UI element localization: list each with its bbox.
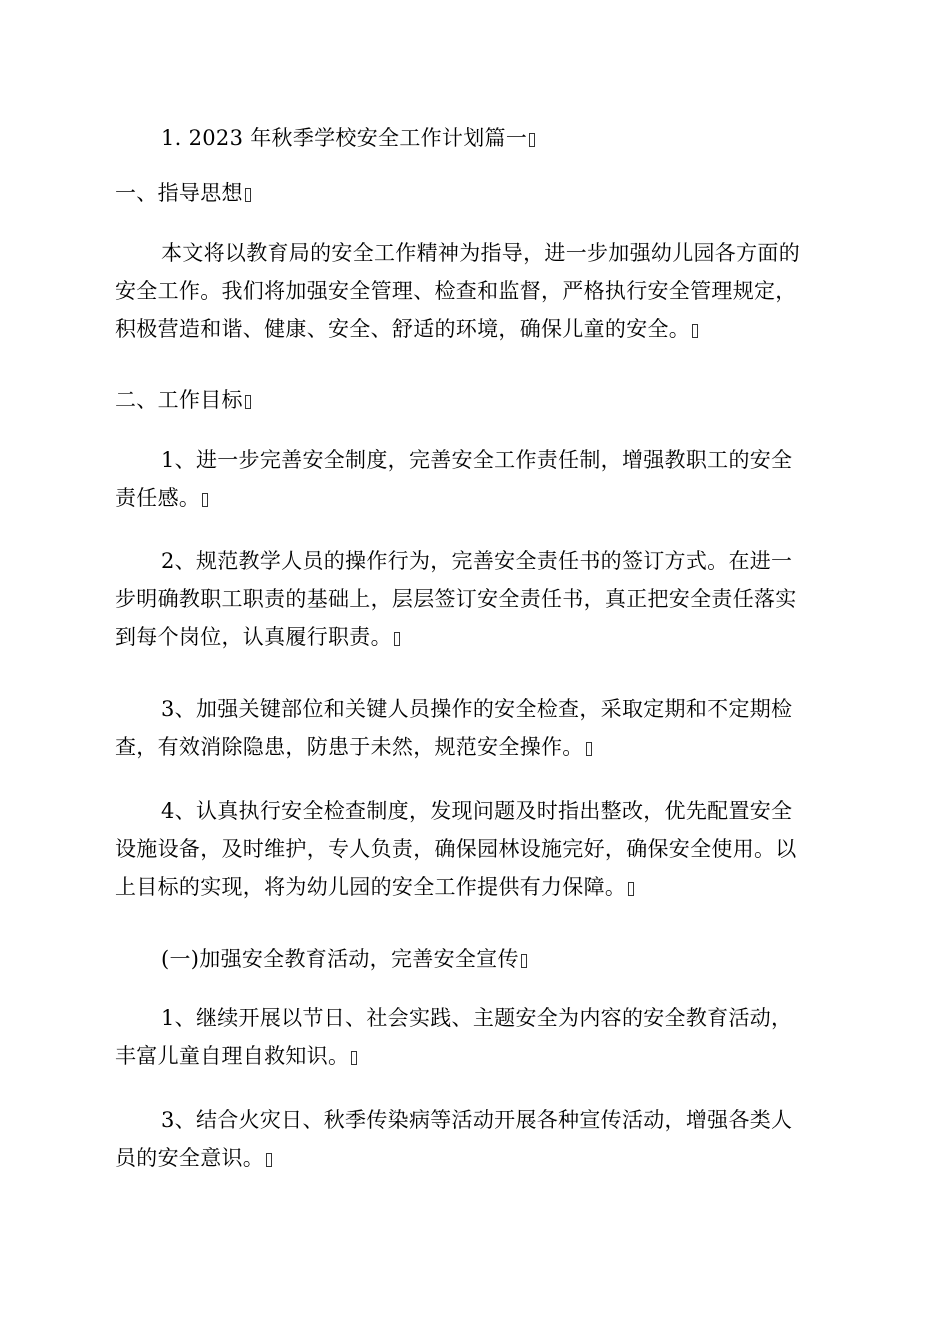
paragraph-mark-icon — [351, 1051, 357, 1065]
paragraph-line: 4、认真执行安全检查制度，发现问题及时指出整改，优先配置安全 — [161, 799, 793, 823]
paragraph-line: 3、结合火灾日、秋季传染病等活动开展各种宣传活动，增强各类人 — [161, 1108, 793, 1132]
paragraph-line: 积极营造和谐、健康、安全、舒适的环境，确保儿童的安全。 — [115, 310, 835, 348]
paragraph-line: 3、加强关键部位和关键人员操作的安全检查，采取定期和不定期检 — [161, 697, 793, 721]
goal-item-2 — [115, 542, 835, 656]
paragraph-mark-icon — [628, 882, 634, 896]
paragraph-mark-icon — [245, 395, 251, 409]
subsection-heading-safety-education: (一)加强安全教育活动，完善安全宣传 — [115, 940, 881, 978]
section-heading-work-goals: 二、工作目标 — [115, 381, 835, 419]
safety-education-item-1 — [115, 999, 835, 1075]
paragraph-line: 步明确教职工职责的基础上，层层签订安全责任书，真正把安全责任落实 — [115, 587, 797, 611]
paragraph-line: 上目标的实现，将为幼儿园的安全工作提供有力保障。 — [115, 868, 835, 906]
paragraph-line: 本文将以教育局的安全工作精神为指导，进一步加强幼儿园各方面的 — [161, 241, 800, 265]
paragraph-mark-icon — [266, 1153, 272, 1167]
paragraph-line: 1、进一步完善安全制度，完善安全工作责任制，增强教职工的安全 — [161, 448, 793, 472]
paragraph-mark-icon — [394, 632, 400, 646]
paragraph-line: 员的安全意识。 — [115, 1139, 835, 1177]
document-title: 1. 2023 年秋季学校安全工作计划篇一 — [115, 119, 881, 157]
paragraph-line: 到每个岗位，认真履行职责。 — [115, 618, 835, 656]
paragraph-mark-icon — [202, 493, 208, 507]
paragraph-line: 2、规范教学人员的操作行为，完善安全责任书的签订方式。在进一 — [161, 549, 793, 573]
guiding-ideology-paragraph — [115, 234, 835, 348]
paragraph-line: 安全工作。我们将加强安全管理、检查和监督，严格执行安全管理规定， — [115, 279, 797, 303]
paragraph-line: 查，有效消除隐患，防患于未然，规范安全操作。 — [115, 728, 835, 766]
paragraph-line: 1、继续开展以节日、社会实践、主题安全为内容的安全教育活动， — [161, 1006, 793, 1030]
paragraph-mark-icon — [692, 324, 698, 338]
paragraph-mark-icon — [245, 188, 251, 202]
paragraph-line: 设施设备，及时维护，专人负责，确保园林设施完好，确保安全使用。以 — [115, 837, 797, 861]
goal-item-1 — [115, 441, 835, 517]
section-heading-guiding-ideology: 一、指导思想 — [115, 174, 835, 212]
safety-education-item-3 — [115, 1101, 835, 1177]
paragraph-mark-icon — [521, 954, 527, 968]
goal-item-4 — [115, 792, 835, 906]
paragraph-line: 责任感。 — [115, 479, 835, 517]
goal-item-3 — [115, 690, 835, 766]
paragraph-line: 丰富儿童自理自救知识。 — [115, 1037, 835, 1075]
paragraph-mark-icon — [586, 742, 592, 756]
paragraph-mark-icon — [529, 133, 535, 147]
